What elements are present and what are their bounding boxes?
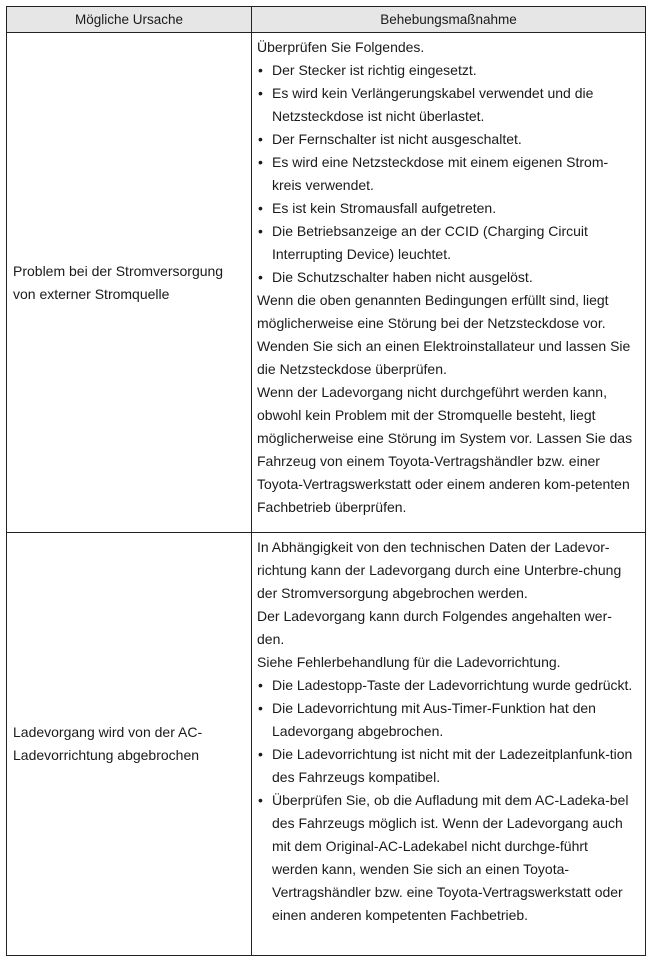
remedy-cell (252, 533, 645, 955)
cause-cell (7, 33, 252, 532)
remedy-cell (252, 33, 645, 532)
list-item: • Es ist kein Stromausfall aufgetreten. (257, 197, 635, 220)
list-item: • Überprüfen Sie, ob die Aufladung mit dem AC-Ladeka-bel des Fahrzeugs möglich ist. Wenn der Ladevorgang auch mit dem Original-AC-Ladekabel nicht durchge-führt werden kann, wenden Sie sich an einen Toyota-Vertragshändler bzw. eine Toyota-Vertragswerkstatt oder einen anderen kompetenten Fachbetrieb. (257, 789, 635, 927)
troubleshooting-table (6, 6, 646, 956)
list-item: • Die Ladestopp-Taste der Ladevorrichtung wurde gedrückt. (257, 674, 635, 697)
remedy-paragraph: Siehe Fehlerbehandlung für die Ladevorrichtung. (257, 654, 561, 670)
cause-cell (7, 533, 252, 955)
list-item: • Es wird kein Verlängerungskabel verwendet und die Netzsteckdose ist nicht überlastet. (257, 82, 635, 128)
remedy-paragraph: In Abhängigkeit von den technischen Daten der Ladevor-richtung kann der Ladevorgang durch eine Unterbre-chung der Stromversorgung abgebrochen werden. (257, 539, 622, 601)
cause-text: Ladevorgang wird von der AC-Ladevorrichtung abgebrochen (13, 724, 203, 763)
table-row (7, 532, 645, 955)
remedy-checklist (257, 674, 635, 927)
remedy-paragraph: Wenn die oben genannten Bedingungen erfüllt sind, liegt möglicherweise eine Störung bei der Netzsteckdose vor. Wenden Sie sich an einen Elektroinstallateur und lassen Sie die Netzsteckdose überprüfen. (257, 292, 631, 377)
table-header (7, 7, 645, 33)
list-item: • Die Ladevorrichtung ist nicht mit der Ladezeitplanfunk-tion des Fahrzeugs kompatibel. (257, 743, 635, 789)
cause-text: Problem bei der Stromversorgung von externer Stromquelle (13, 262, 224, 302)
list-item: • Der Fernschalter ist nicht ausgeschaltet. (257, 128, 635, 151)
remedy-paragraph: Wenn der Ladevorgang nicht durchgeführt werden kann, obwohl kein Problem mit der Stromquelle besteht, liegt möglicherweise eine Störung im System vor. Lassen Sie das Fahrzeug von einem Toyota-Vertragshändler bzw. einer Toyota-Vertragswerkstatt oder einem anderen kom-petenten Fachbetrieb überprüfen. (257, 384, 633, 515)
remedy-checklist (257, 59, 635, 289)
table-row (7, 33, 645, 532)
remedy-intro: Überprüfen Sie Folgendes. (257, 39, 425, 55)
list-item: • Die Schutzschalter haben nicht ausgelöst. (257, 266, 635, 289)
list-item: • Es wird eine Netzsteckdose mit einem eigenen Strom-kreis verwendet. (257, 151, 635, 197)
header-cause: Mögliche Ursache (7, 7, 252, 32)
remedy-paragraph: Der Ladevorgang kann durch Folgendes angehalten wer-den. (257, 608, 612, 647)
list-item: • Der Stecker ist richtig eingesetzt. (257, 59, 635, 82)
header-remedy: Behebungsmaßnahme (380, 12, 517, 27)
list-item: • Die Betriebsanzeige an der CCID (Charging Circuit Interrupting Device) leuchtet. (257, 220, 635, 266)
list-item: • Die Ladevorrichtung mit Aus-Timer-Funktion hat den Ladevorgang abgebrochen. (257, 697, 635, 743)
